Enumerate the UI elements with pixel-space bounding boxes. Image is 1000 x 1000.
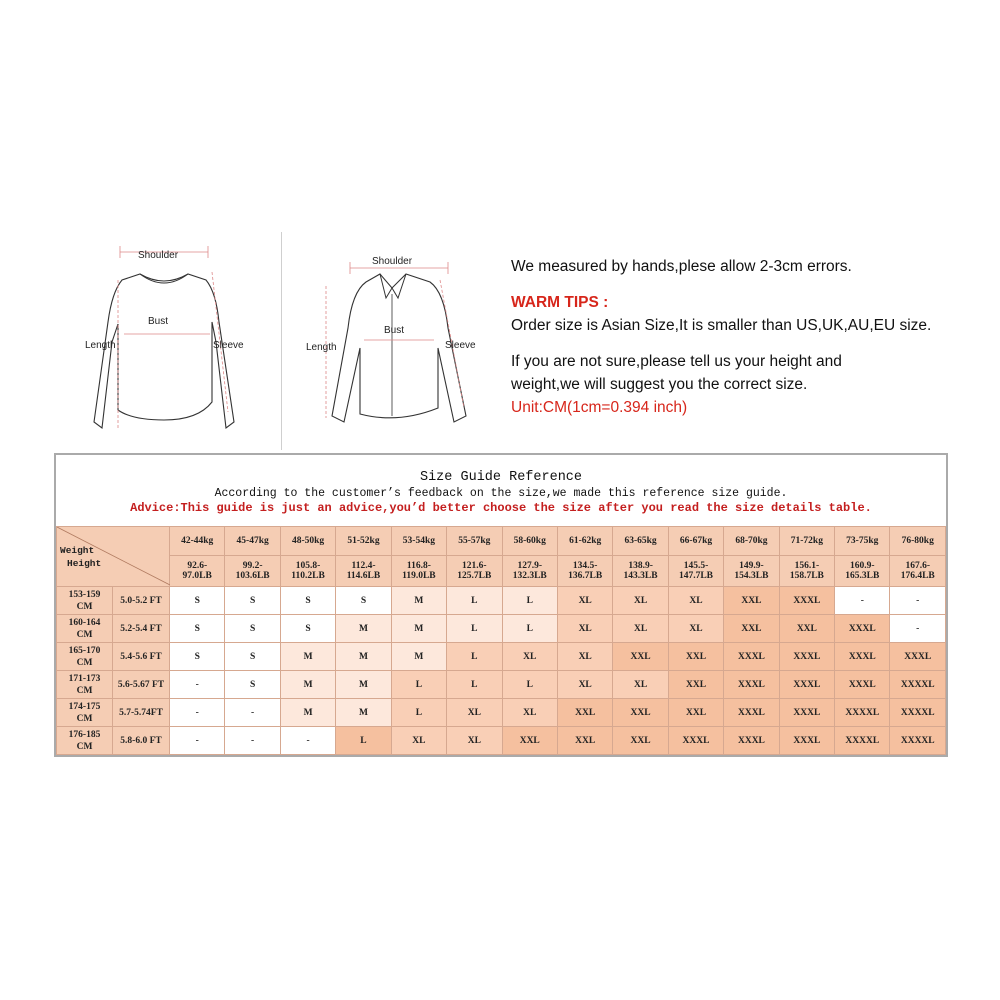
corner-weight-label: Weight	[60, 545, 95, 556]
size-cell: XXL	[557, 727, 612, 755]
size-cell: S	[170, 643, 225, 671]
size-cell: M	[280, 671, 335, 699]
weight-lb-header	[724, 556, 779, 587]
tee-length-label: Length	[85, 340, 116, 351]
advice-line-2: weight,we will suggest you the correct size.	[511, 376, 808, 393]
size-cell: S	[225, 643, 280, 671]
height-ft-cell: 5.6-5.67 FT	[113, 671, 170, 699]
size-cell: XXL	[724, 615, 779, 643]
weight-kg-header: 63-65kg	[613, 527, 668, 556]
size-cell: XXL	[502, 727, 557, 755]
size-cell: XXXXL	[890, 699, 946, 727]
figure-divider	[281, 232, 282, 450]
height-cm-cell	[57, 727, 113, 755]
size-cell: -	[225, 699, 280, 727]
size-cell: XXL	[613, 727, 668, 755]
height-cm-cell	[57, 671, 113, 699]
weight-lb-from: 92.6-	[187, 561, 208, 571]
weight-kg-row	[57, 527, 946, 556]
weight-kg-header: 76-80kg	[890, 527, 946, 556]
weight-lb-to: 103.6LB	[235, 571, 270, 581]
size-cell: -	[170, 699, 225, 727]
size-cell: XL	[613, 587, 668, 615]
size-cell: XXXXL	[835, 699, 890, 727]
weight-lb-header	[391, 556, 446, 587]
size-cell: XXL	[779, 615, 834, 643]
weight-kg-header: 71-72kg	[779, 527, 834, 556]
size-cell: -	[890, 587, 946, 615]
table-row	[57, 643, 946, 671]
size-cell: XXXL	[779, 587, 834, 615]
weight-lb-to: 158.7LB	[789, 571, 824, 581]
weight-kg-header: 48-50kg	[280, 527, 335, 556]
height-cm-unit: CM	[76, 657, 93, 668]
weight-kg-header: 42-44kg	[170, 527, 225, 556]
size-cell: XL	[447, 727, 502, 755]
size-cell: M	[391, 615, 446, 643]
size-guide-advice: Advice:This guide is just an advice,you’d better choose the size after you read the size details table.	[130, 501, 872, 515]
height-cm-range: 171-173	[68, 673, 101, 684]
size-cell: XXXL	[890, 643, 946, 671]
asian-size-note: Order size is Asian Size,It is smaller than US,UK,AU,EU size.	[511, 317, 932, 334]
weight-lb-from: 105.8-	[295, 561, 321, 571]
size-cell: XL	[502, 643, 557, 671]
size-guide-title: Size Guide Reference	[419, 470, 583, 485]
size-cell: XXL	[557, 699, 612, 727]
size-cell: L	[391, 671, 446, 699]
size-cell: XXXL	[724, 671, 779, 699]
size-cell: XL	[557, 587, 612, 615]
weight-lb-to: 97.0LB	[182, 571, 212, 581]
tee-bust-label: Bust	[148, 316, 169, 327]
size-cell: XL	[668, 587, 723, 615]
size-cell: XXXXL	[835, 727, 890, 755]
weight-lb-to: 114.6LB	[346, 571, 381, 581]
height-ft-cell: 5.4-5.6 FT	[113, 643, 170, 671]
size-cell: XXL	[668, 671, 723, 699]
weight-kg-header: 53-54kg	[391, 527, 446, 556]
weight-lb-header	[170, 556, 225, 587]
size-cell: XXXL	[724, 727, 779, 755]
weight-lb-header	[557, 556, 612, 587]
size-cell: XL	[557, 643, 612, 671]
weight-lb-from: 112.4-	[351, 561, 376, 571]
height-cm-unit: CM	[76, 685, 93, 696]
height-cm-unit: CM	[76, 629, 93, 640]
shirt-length-label: Length	[306, 342, 337, 353]
height-cm-range: 153-159	[68, 589, 101, 600]
size-cell: XXXXL	[890, 671, 946, 699]
size-cell: S	[336, 587, 391, 615]
corner-height-label: Height	[67, 558, 102, 569]
size-cell: XXXL	[835, 671, 890, 699]
size-cell: XXXL	[779, 727, 834, 755]
weight-kg-header: 73-75kg	[835, 527, 890, 556]
height-cm-unit: CM	[76, 601, 93, 612]
size-cell: XXXXL	[890, 727, 946, 755]
height-cm-cell	[57, 699, 113, 727]
size-cell: XXL	[668, 643, 723, 671]
weight-lb-header	[502, 556, 557, 587]
size-cell: -	[170, 727, 225, 755]
size-cell: XXL	[613, 699, 668, 727]
size-cell: L	[447, 615, 502, 643]
size-cell: XXXL	[779, 699, 834, 727]
size-cell: L	[391, 699, 446, 727]
unit-note: Unit:CM(1cm=0.394 inch)	[511, 399, 688, 416]
weight-lb-from: 167.6-	[905, 561, 931, 571]
weight-lb-to: 119.0LB	[402, 571, 436, 581]
size-guide-header	[56, 455, 946, 526]
size-cell: S	[280, 587, 335, 615]
size-cell: L	[447, 643, 502, 671]
weight-lb-from: 160.9-	[850, 561, 875, 571]
size-cell: -	[280, 727, 335, 755]
corner-diagonal-icon	[57, 527, 170, 585]
table-row	[57, 671, 946, 699]
size-table	[56, 526, 946, 755]
weight-lb-from: 99.2-	[242, 561, 263, 571]
weight-lb-header	[336, 556, 391, 587]
size-cell: M	[336, 671, 391, 699]
size-cell: XXXL	[668, 727, 723, 755]
weight-lb-from: 138.9-	[628, 561, 653, 571]
height-cm-range: 160-164	[68, 617, 101, 628]
weight-lb-to: 143.3LB	[623, 571, 658, 581]
weight-lb-from: 127.9-	[517, 561, 543, 571]
weight-lb-to: 132.3LB	[512, 571, 547, 581]
table-row	[57, 699, 946, 727]
weight-lb-header	[447, 556, 502, 587]
size-cell: XXXL	[835, 615, 890, 643]
warm-tips-title: WARM TIPS :	[511, 294, 609, 311]
weight-lb-header	[280, 556, 335, 587]
advice-line-1: If you are not sure,please tell us your height and	[511, 353, 842, 370]
weight-lb-from: 116.8-	[406, 561, 431, 571]
size-cell: XL	[613, 615, 668, 643]
size-cell: M	[280, 643, 335, 671]
weight-lb-to: 147.7LB	[678, 571, 714, 581]
height-cm-range: 176-185	[68, 729, 101, 740]
shirt-bust-label: Bust	[384, 325, 405, 336]
height-cm-cell	[57, 643, 113, 671]
size-guide	[54, 453, 948, 757]
size-cell: M	[336, 643, 391, 671]
size-cell: -	[225, 727, 280, 755]
weight-lb-to: 110.2LB	[291, 571, 325, 581]
weight-lb-from: 156.1-	[794, 561, 820, 571]
weight-kg-header: 58-60kg	[502, 527, 557, 556]
weight-lb-from: 149.9-	[739, 561, 764, 571]
tee-shoulder-label: Shoulder	[138, 250, 179, 261]
height-cm-unit: CM	[76, 741, 93, 752]
weight-lb-to: 154.3LB	[734, 571, 769, 581]
weight-kg-header: 51-52kg	[336, 527, 391, 556]
height-cm-cell	[57, 615, 113, 643]
size-cell: S	[280, 615, 335, 643]
height-cm-range: 165-170	[68, 645, 101, 656]
size-cell: -	[835, 587, 890, 615]
weight-lb-header	[835, 556, 890, 587]
size-cell: S	[225, 671, 280, 699]
size-cell: S	[225, 587, 280, 615]
size-cell: M	[391, 643, 446, 671]
height-ft-cell: 5.2-5.4 FT	[113, 615, 170, 643]
weight-lb-row	[57, 556, 946, 587]
size-cell: XXXL	[835, 643, 890, 671]
size-cell: XL	[557, 615, 612, 643]
size-cell: -	[890, 615, 946, 643]
size-cell: XL	[613, 671, 668, 699]
height-cm-cell	[57, 587, 113, 615]
size-cell: XL	[668, 615, 723, 643]
size-cell: S	[170, 615, 225, 643]
weight-kg-header: 66-67kg	[668, 527, 723, 556]
weight-lb-header	[668, 556, 723, 587]
weight-lb-header	[225, 556, 280, 587]
weight-kg-header: 61-62kg	[557, 527, 612, 556]
size-cell: L	[447, 671, 502, 699]
size-cell: XXL	[613, 643, 668, 671]
size-cell: L	[502, 587, 557, 615]
height-ft-cell: 5.8-6.0 FT	[113, 727, 170, 755]
size-cell: XXL	[668, 699, 723, 727]
size-cell: M	[280, 699, 335, 727]
weight-lb-to: 176.4LB	[900, 571, 935, 581]
weight-lb-header	[890, 556, 946, 587]
table-row	[57, 615, 946, 643]
size-guide-subtitle: According to the customer’s feedback on the size,we made this reference size guide.	[214, 487, 788, 500]
measure-note: We measured by hands,plese allow 2-3cm errors.	[511, 258, 852, 275]
shirt-shoulder-label: Shoulder	[372, 256, 413, 267]
size-cell: XL	[391, 727, 446, 755]
size-cell: L	[447, 587, 502, 615]
size-cell: XL	[502, 699, 557, 727]
weight-kg-header: 68-70kg	[724, 527, 779, 556]
weight-lb-to: 125.7LB	[457, 571, 492, 581]
weight-lb-to: 165.3LB	[845, 571, 880, 581]
size-cell: L	[502, 671, 557, 699]
size-cell: S	[225, 615, 280, 643]
size-notes	[511, 255, 981, 419]
weight-lb-from: 121.6-	[462, 561, 487, 571]
shirt-sleeve-label: Sleeve	[445, 340, 476, 351]
table-row	[57, 727, 946, 755]
size-cell: S	[170, 587, 225, 615]
weight-lb-to: 136.7LB	[568, 571, 603, 581]
weight-height-corner	[57, 527, 170, 587]
shirt-illustration	[288, 232, 498, 450]
size-cell: XXXL	[724, 699, 779, 727]
size-cell: XXL	[724, 587, 779, 615]
size-cell: M	[391, 587, 446, 615]
weight-kg-header: 45-47kg	[225, 527, 280, 556]
size-cell: -	[170, 671, 225, 699]
size-cell: L	[336, 727, 391, 755]
height-cm-unit: CM	[76, 713, 93, 724]
height-ft-cell: 5.0-5.2 FT	[113, 587, 170, 615]
weight-kg-header: 55-57kg	[447, 527, 502, 556]
size-cell: M	[336, 615, 391, 643]
weight-lb-header	[613, 556, 668, 587]
size-cell: L	[502, 615, 557, 643]
weight-lb-from: 134.5-	[572, 561, 598, 571]
size-cell: XXXL	[779, 671, 834, 699]
table-row	[57, 587, 946, 615]
size-cell: XXXL	[724, 643, 779, 671]
height-ft-cell: 5.7-5.74FT	[113, 699, 170, 727]
size-cell: M	[336, 699, 391, 727]
weight-lb-from: 145.5-	[683, 561, 709, 571]
height-cm-range: 174-175	[68, 701, 101, 712]
size-cell: XL	[557, 671, 612, 699]
tshirt-illustration	[78, 232, 274, 450]
size-cell: XXXL	[779, 643, 834, 671]
size-cell: XL	[447, 699, 502, 727]
weight-lb-header	[779, 556, 834, 587]
tee-sleeve-label: Sleeve	[213, 340, 244, 351]
